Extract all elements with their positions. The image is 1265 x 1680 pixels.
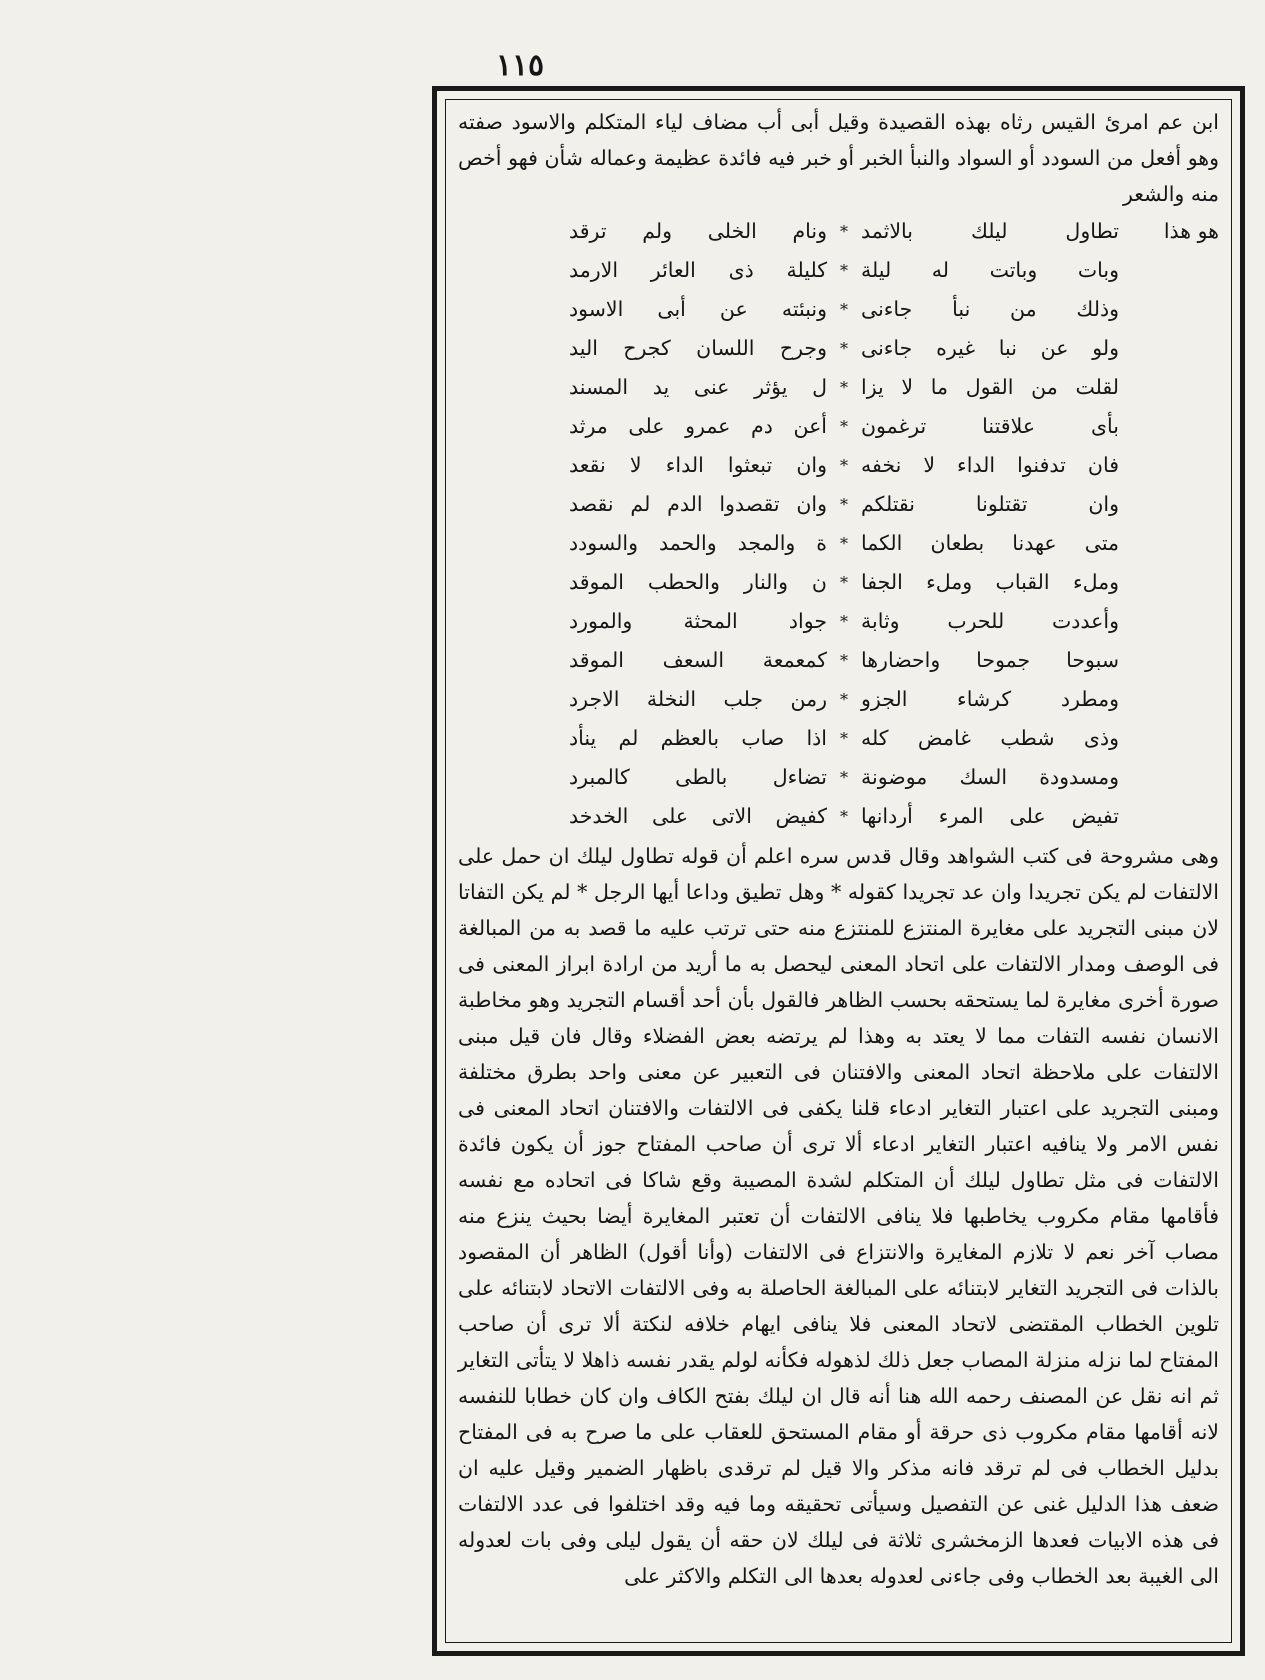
verse-first-hemistich: ولو عن نبا غيره جاءنى (861, 336, 1119, 360)
verse-line (458, 680, 1219, 719)
verse-separator-star: * (840, 807, 848, 826)
verse-separator-star: * (840, 300, 848, 319)
text-block (445, 99, 1232, 1643)
poem-label: هو هذا (1163, 219, 1219, 243)
verse-separator-star: * (840, 573, 848, 592)
verse-separator-star: * (840, 768, 848, 787)
verse-first-hemistich: تفيض على المرء أردانها (861, 804, 1119, 828)
poem (458, 212, 1219, 836)
verse-second-hemistich: كفيض الاتى على الخدخد (569, 804, 827, 828)
verse-line (458, 368, 1219, 407)
verse-second-hemistich: ة والمجد والحمد والسودد (569, 531, 827, 555)
verse-separator-star: * (840, 612, 848, 631)
verse-first-hemistich: وان تقتلونا نقتلكم (861, 492, 1119, 516)
verse-first-hemistich: وبات وباتت له ليلة (861, 258, 1119, 282)
verse-second-hemistich: أعن دم عمرو على مرثد (569, 414, 827, 438)
verse-first-hemistich: فان تدفنوا الداء لا نخفه (861, 453, 1119, 477)
verse-line (458, 212, 1219, 251)
verse-first-hemistich: وذلك من نبأ جاءنى (861, 297, 1119, 321)
verse-first-hemistich: متى عهدنا بطعان الكما (861, 531, 1119, 555)
verse-line (458, 290, 1219, 329)
verse-line (458, 641, 1219, 680)
verse-second-hemistich: وان تبعثوا الداء لا نقعد (569, 453, 827, 477)
verse-separator-star: * (840, 456, 848, 475)
verse-line (458, 797, 1219, 836)
verse-line (458, 602, 1219, 641)
verse-first-hemistich: وأعددت للحرب وثابة (861, 609, 1119, 633)
page-frame (432, 86, 1245, 1656)
verse-first-hemistich: لقلت من القول ما لا يزا (861, 375, 1119, 399)
top-paragraph: ابن عم امرئ القيس رثاه بهذه القصيدة وقيل أبى أب مضاف لياء المتكلم والاسود صفته وهو أفعل من السودد أو السواد والنبأ الخبر أو خبر فيه فائدة عظيمة وعماله شأن فهو أخص منه والشعر (458, 110, 1219, 206)
verse-line (458, 524, 1219, 563)
commentary-paragraph: وهى مشروحة فى كتب الشواهد وقال قدس سره اعلم أن قوله تطاول ليلك ان حمل على الالتفات لم يكن تجريدا وان عد تجريدا كقوله * وهل تطيق وداعا أيها الرجل * لم يكن التفاتا لان مبنى التجريد على مغايرة المنتزع للمنتزع منه حتى ترتب عليه ما قصد به من المبالغة فى الوصف ومدار الالتفات على اتحاد المعنى ليحصل به ما أريد من ارادة ابراز المعنى فى صورة أخرى مغايرة لما يستحقه بحسب الظاهر فالقول بأن أحد أقسام التجريد وهو مخاطبة الانسان نفسه التفات مما لا يعتد به وهذا لم يرتضه بعض الفضلاء وقال فان قيل مبنى الالتفات على ملاحظة اتحاد المعنى والافتنان فى التعبير عن معنى واحد بطرق مختلفة ومبنى التجريد على اعتبار التغاير ادعاء قلنا يكفى فى الالتفات والافتنان اتحاد المعنى فى نفس الامر ولا ينافيه اعتبار التغاير ادعاء ألا ترى أن صاحب المفتاح جوز أن يكون فائدة الالتفات فى مثل تطاول ليلك أن المتكلم لشدة المصيبة وقع شاكا فى اتحاده مع نفسه فأقامها مقام مكروب يخاطبها فلا ينافى الالتفات أن تعتبر المغايرة أيضا بحيث ينزع منه مصاب آخر نعم لا تلازم المغايرة والانتزاع فى الالتفات (وأنا أقول) الظاهر أن المقصود بالذات فى التجريد التغاير لابتنائه على المبالغة الحاصلة به وفى الالتفات الاتحاد لابتنائه على تلوين الخطاب المقتضى لاتحاد المعنى فلا ينافى ايهام خلافه لنكتة ألا ترى أن صاحب المفتاح لما نزله منزلة المصاب جعل ذلك لذهوله فكأنه لولم يقدر نفسه ذاهلا لا يتأتى التغاير ثم انه نقل عن المصنف رحمه الله هنا أنه قال ان ليلك بفتح الكاف وان كان خطابا للنفسه لانه أقامها مقام مكروب ذى حرقة أو مقام المستحق للعقاب على ما صرح به فى المفتاح بدليل الخطاب فى لم ترقد فانه مذكر والا قيل لم ترقدى باظهار الضمير وقيل عليه ان ضعف هذا الدليل غنى عن التفصيل وسيأتى تحقيقه وما فيه وقد اختلفوا فى عدد الالتفات فى هذه الابيات فعدها الزمخشرى ثلاثة فى ليلك لان حقه أن يقول ليلى وفى بات لعدوله الى الغيبة بعد الخطاب وفى جاءنى لعدوله بعدها الى التكلم والاكثر على (458, 844, 1219, 1588)
verse-line (458, 446, 1219, 485)
verse-line (458, 329, 1219, 368)
verse-separator-star: * (840, 729, 848, 748)
verse-second-hemistich: وان تقصدوا الدم لم نقصد (569, 492, 827, 516)
verse-second-hemistich: ل يؤثر عنى يد المسند (569, 375, 827, 399)
verse-first-hemistich: سبوحا جموحا واحضارها (861, 648, 1119, 672)
verse-second-hemistich: كليلة ذى العائر الارمد (569, 258, 827, 282)
verse-first-hemistich: وملء القباب وملء الجفا (861, 570, 1119, 594)
verse-separator-star: * (840, 339, 848, 358)
verse-line (458, 563, 1219, 602)
verse-second-hemistich: ونبئته عن أبى الاسود (569, 297, 827, 321)
verse-second-hemistich: رمن جلب النخلة الاجرد (569, 687, 827, 711)
verse-separator-star: * (840, 417, 848, 436)
verse-line (458, 758, 1219, 797)
verse-line (458, 485, 1219, 524)
verse-second-hemistich: ن والنار والحطب الموقد (569, 570, 827, 594)
verse-line (458, 719, 1219, 758)
verse-second-hemistich: ونام الخلى ولم ترقد (569, 219, 827, 243)
verse-first-hemistich: ومطرد كرشاء الجزو (861, 687, 1119, 711)
verse-first-hemistich: ومسدودة السك موضونة (861, 765, 1119, 789)
verse-separator-star: * (840, 378, 848, 397)
verse-separator-star: * (840, 690, 848, 709)
verse-line (458, 407, 1219, 446)
verse-first-hemistich: تطاول ليلك بالاثمد (861, 219, 1119, 243)
verse-separator-star: * (840, 534, 848, 553)
verse-separator-star: * (840, 495, 848, 514)
verse-separator-star: * (840, 261, 848, 280)
page-number: ١١٥ (495, 48, 545, 83)
verse-separator-star: * (840, 222, 848, 241)
verse-line (458, 251, 1219, 290)
verse-second-hemistich: كمعمعة السعف الموقد (569, 648, 827, 672)
verse-first-hemistich: وذى شطب غامض كله (861, 726, 1119, 750)
verse-first-hemistich: بأى علاقتنا ترغمون (861, 414, 1119, 438)
verse-separator-star: * (840, 651, 848, 670)
verse-second-hemistich: تضاءل بالطى كالمبرد (569, 765, 827, 789)
verse-second-hemistich: اذا صاب بالعظم لم ينأد (569, 726, 827, 750)
verse-second-hemistich: وجرح اللسان كجرح اليد (569, 336, 827, 360)
verse-second-hemistich: جواد المحثة والمورد (569, 609, 827, 633)
